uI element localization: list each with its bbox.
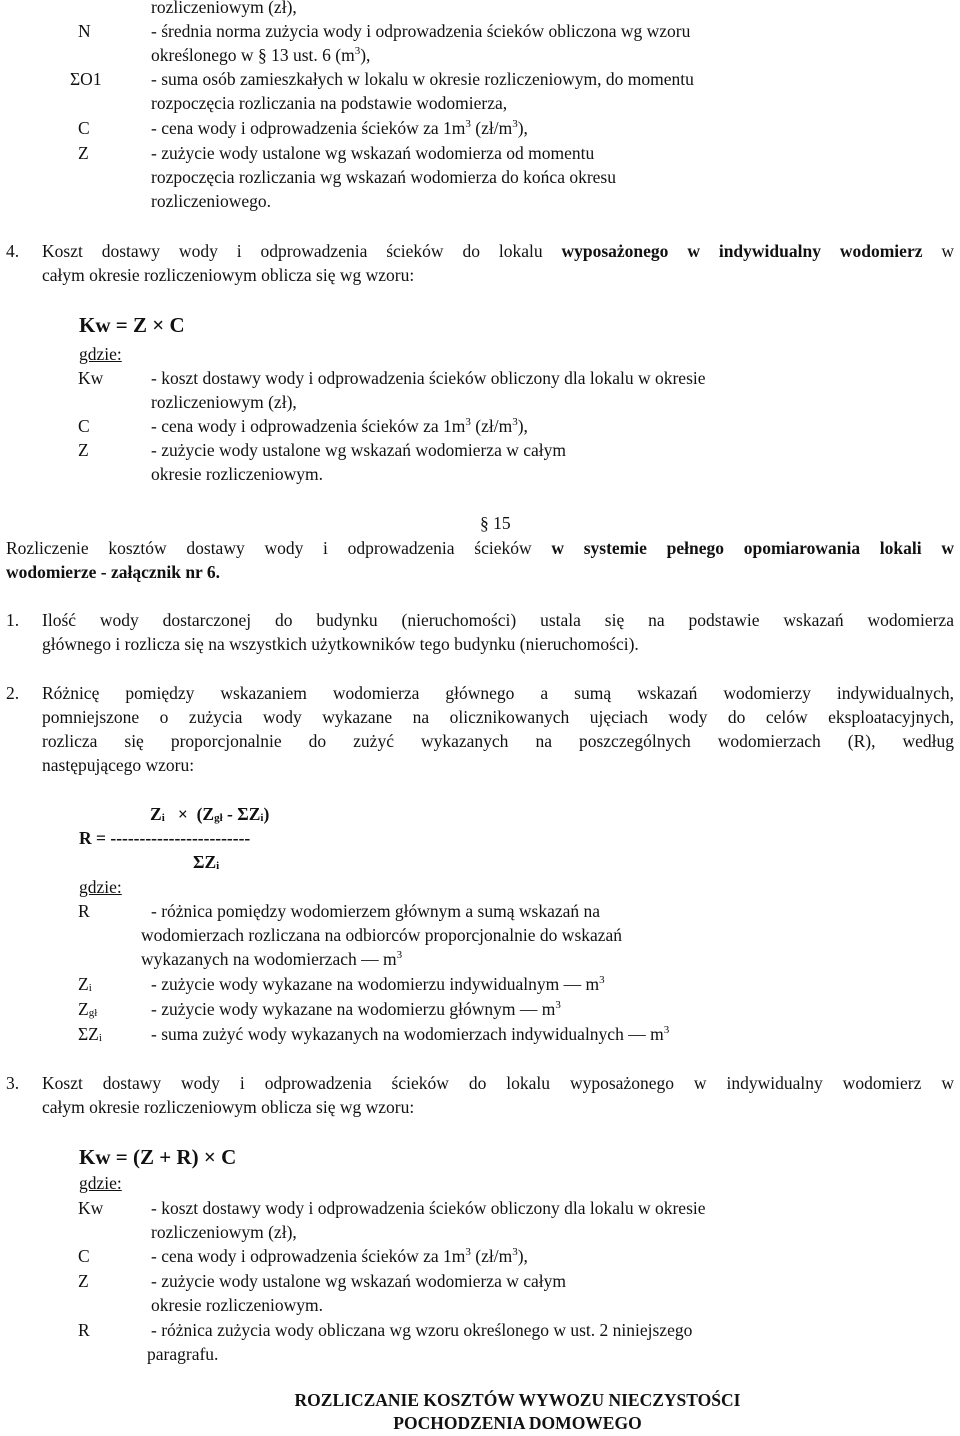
definition-c: - cena wody i odprowadzenia ścieków za $1m^3$ $(zł/m^3)$, [151, 118, 528, 138]
section-title-line1: Rozliczenie kosztów dostawy wody i odprowadzenia ścieków w systemie pełnego opomiarowania lokali w [6, 538, 954, 558]
paragraph-2-line3: rozlicza się proporcjonalnie do zużyć wykazanych na poszczególnych wodomierzach (R), według [42, 731, 954, 751]
definition-r: - różnica zużycia wody obliczana wg wzoru określonego w ust. 2 niniejszego [151, 1320, 693, 1340]
gdzie-label: gdzie: [79, 344, 122, 364]
definition-c: - cena wody i odprowadzenia ścieków za $1m^3$ $(zł/m^3)$, [151, 1246, 528, 1266]
list-number: 3. [6, 1073, 20, 1093]
definition-zi: - zużycie wody wykazane na wodomierzu indywidualnym — $m^3$ [151, 974, 605, 994]
symbol-z: Z [78, 1271, 89, 1291]
formula-kw2: Kw = (Z + R) × C [79, 1145, 237, 1169]
definition-z-cont: rozpoczęcia rozliczania wg wskazań wodomierza do końca okresu [151, 167, 616, 187]
formula-r: R = ------------------------ [79, 828, 251, 848]
symbol-r: R [78, 901, 90, 921]
paragraph-1-line2: głównego i rozlicza się na wszystkich użytkowników tego budynku (nieruchomości). [42, 634, 639, 654]
symbol-kw: Kw [78, 368, 104, 388]
times-icon: × [152, 313, 165, 337]
definition-z: - zużycie wody ustalone wg wskazań wodomierza od momentu [151, 143, 595, 163]
definition-n: - średnia norma zużycia wody i odprowadzenia ścieków obliczona wg wzoru [151, 21, 691, 41]
formula-kw: Kw = Z × C [79, 313, 185, 337]
paragraph-2-line1: Różnicę pomiędzy wskazaniem wodomierza głównego a sumą wskazań wodomierzy indywidualnych, [42, 683, 954, 703]
times-icon: × [177, 804, 188, 824]
chapter-title-line1: ROZLICZANIE KOSZTÓW WYWOZU NIECZYSTOŚCI [294, 1390, 741, 1410]
chapter-title-line2: POCHODZENIA DOMOWEGO [393, 1413, 642, 1433]
definition-z-cont2: rozliczeniowego. [151, 191, 272, 211]
symbol-zi: $Z_i$ [78, 974, 92, 994]
definition-kw: - koszt dostawy wody i odprowadzenia ścieków obliczony dla lokalu w okresie [151, 368, 706, 388]
list-number: 4. [6, 241, 20, 261]
definition-z-cont: okresie rozliczeniowym. [151, 464, 324, 484]
paragraph-4-line2: całym okresie rozliczeniowym oblicza się wg wzoru: [42, 265, 415, 285]
symbol-r: R [78, 1320, 90, 1340]
definition-z-cont: okresie rozliczeniowym. [151, 1295, 324, 1315]
definition-r: - różnica pomiędzy wodomierzem głównym a sumą wskazań na [151, 901, 601, 921]
section-title-line2: wodomierze - załącznik nr 6. [6, 562, 221, 582]
list-number: 2. [6, 683, 20, 703]
symbol-z: Z [78, 143, 89, 163]
paragraph-icon: § [480, 513, 489, 533]
symbol-zgl: $Z_{gł}$ [78, 999, 98, 1019]
paragraph-icon: § [257, 45, 267, 65]
symbol-c: C [78, 1246, 90, 1266]
paragraph-3-line1: Koszt dostawy wody i odprowadzenia ścieków do lokalu wyposażonego w indywidualny wodomierz w [42, 1073, 954, 1093]
definition-r-cont: wodomierzach rozliczana na odbiorców proporcjonalnie do wskazań [141, 925, 623, 945]
times-icon: × [203, 1145, 216, 1169]
definition-n-cont: określonego w § 13 ust. 6 $(m^3)$, [151, 45, 371, 65]
symbol-c: C [78, 118, 90, 138]
definition-r-cont2: wykazanych na wodomierzach — $m^3$ [141, 949, 403, 969]
definition-kw-cont: rozliczeniowym (zł), [151, 1222, 297, 1242]
formula-numerator: $Z_i$ × $(Z_{gł} - \Sigma Z_i)$ [150, 804, 270, 824]
paragraph-2-line2: pomniejszone o zużycia wody wykazane na olicznikowanych ujęciach wody do celów eksploatacyjnych, [42, 707, 954, 727]
formula-denominator: $\Sigma Z_i$ [193, 852, 220, 872]
paragraph-4-line1: Koszt dostawy wody i odprowadzenia ścieków do lokalu wyposażonego w indywidualny wodomierz w [42, 241, 955, 261]
definition-c: - cena wody i odprowadzenia ścieków za $1m^3$ $(zł/m^3)$, [151, 416, 528, 436]
definition-r-cont: paragrafu. [147, 1344, 219, 1364]
definition-z: - zużycie wody ustalone wg wskazań wodomierza w całym [151, 1271, 566, 1291]
symbol-c: C [78, 416, 90, 436]
text-line: rozliczeniowym (zł), [151, 0, 297, 17]
paragraph-1-line1: Ilość wody dostarczonej do budynku (nieruchomości) ustala się na podstawie wskazań wodomierza [42, 610, 954, 630]
symbol-kw: Kw [78, 1198, 104, 1218]
section-heading: § 15 [480, 513, 511, 533]
definition-zgl: - zużycie wody wykazane na wodomierzu głównym — $m^3$ [151, 999, 561, 1019]
paragraph-3-line2: całym okresie rozliczeniowym oblicza się wg wzoru: [42, 1097, 415, 1117]
definition-o1: - suma osób zamieszkałych w lokalu w okresie rozliczeniowym, do momentu [151, 69, 694, 89]
definition-o1-cont: rozpoczęcia rozliczania na podstawie wodomierza, [151, 93, 508, 113]
fraction-line: ------------------------ [110, 828, 251, 848]
list-number: 1. [6, 610, 20, 630]
definition-kw: - koszt dostawy wody i odprowadzenia ścieków obliczony dla lokalu w okresie [151, 1198, 706, 1218]
definition-sum-zi: - suma zużyć wody wykazanych na wodomierzach indywidualnych — $m^3$ [151, 1024, 670, 1044]
definition-z: - zużycie wody ustalone wg wskazań wodomierza w całym [151, 440, 566, 460]
gdzie-label: gdzie: [79, 877, 122, 897]
definition-kw-cont: rozliczeniowym (zł), [151, 392, 297, 412]
symbol-z: Z [78, 440, 89, 460]
symbol-sum-zi: $\Sigma Z_i$ [78, 1024, 102, 1044]
symbol-o1: ΣO1 [70, 69, 102, 89]
symbol-n: N [78, 21, 91, 41]
gdzie-label: gdzie: [79, 1173, 122, 1193]
paragraph-2-line4: następującego wzoru: [42, 755, 195, 775]
